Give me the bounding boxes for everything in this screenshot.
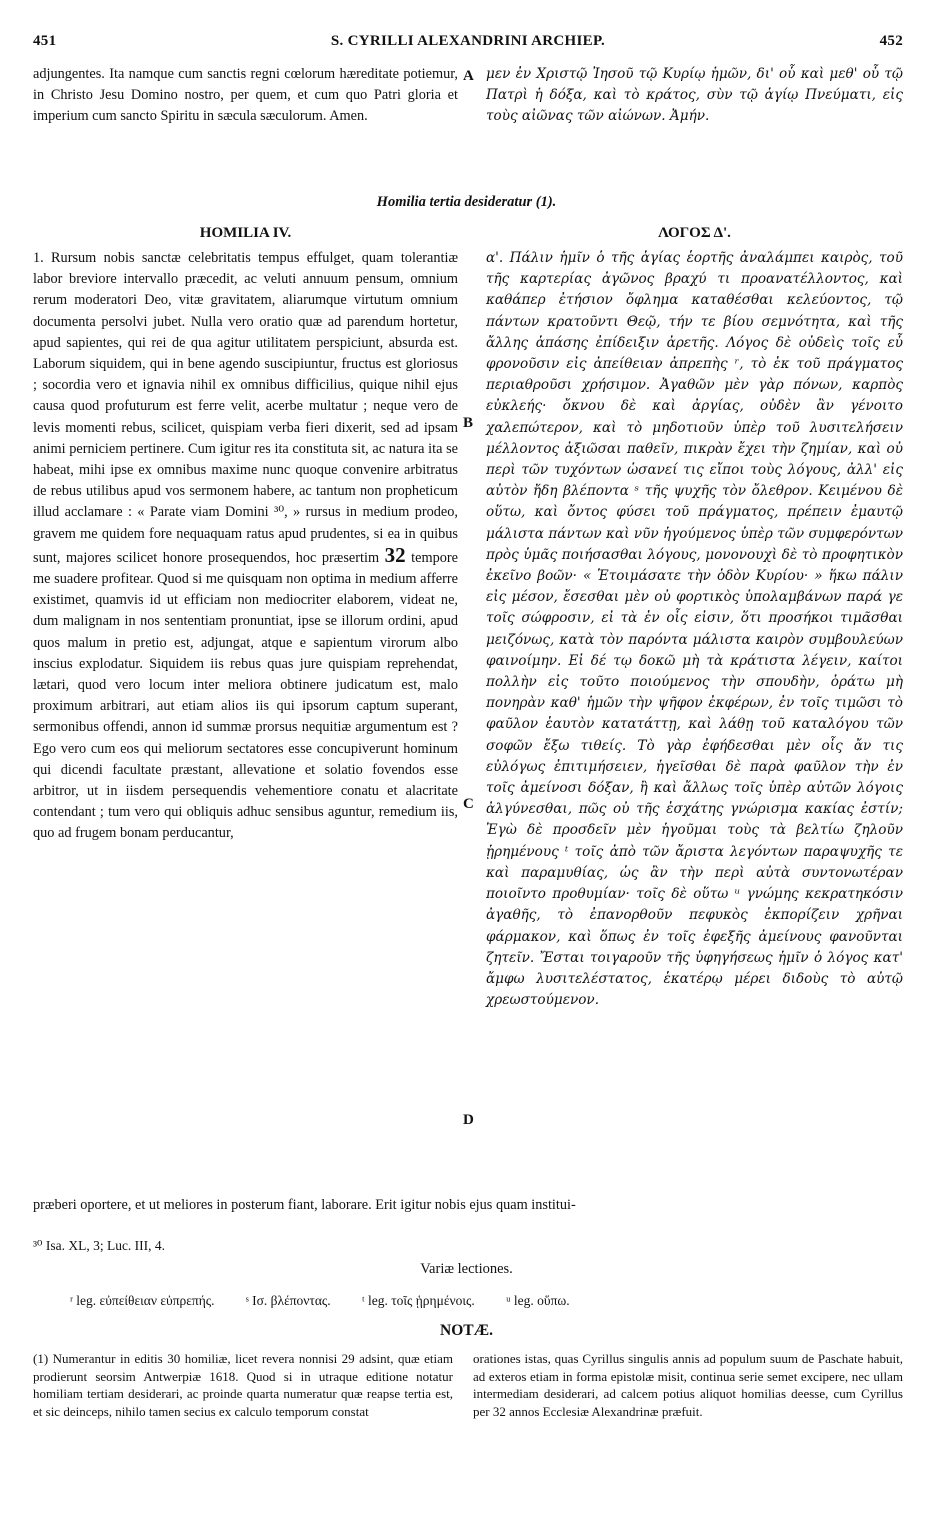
note-right-column: orationes istas, quas Cyrillus singulis annis ad populum suum de Paschate habuit, ad exteros etiam in forma epistolæ misit, continua serie semet excipere, nec ullam intermediam desiderari, ad calcem potius aliquot homilias deesse, cum Cyrillus per 32 annos Ecclesiæ Alexandrinæ præfuit. bbox=[473, 1351, 903, 1419]
running-title: S. CYRILLI ALEXANDRINI ARCHIEP. bbox=[330, 33, 606, 49]
variae-lectiones-list bbox=[70, 1293, 900, 1309]
greek-closing-text: μεν ἐν Χριστῷ Ἰησοῦ τῷ Κυρίῳ ἡμῶν, δι' οὗ καὶ μεθ' οὗ τῷ Πατρὶ ἡ δόξα, καὶ τὸ κράτος, σὺν τῷ ἁγίῳ Πνεύματι, εἰς τοὺς αἰῶνας τῶν αἰώνων. Ἀμήν. bbox=[486, 66, 903, 125]
latin-text-part-2: tempore me suadere profitear. Quod si me quisquam non optima in medium afferre existimet, quamvis id ut efficiam non mediocriter elaborem, videat ne, dum malignam in nos sententiam pronuntiat, ipse se illorum ordini, apud quos malum in pretio est, adjungat, atque e sapientum virorum albo inscius explodatur. Siquidem iis rebus quas jure quispiam reprehendat, lætari, quod vero locum inter meliora obtinere judicatum est, malo proximum arbitrari, aut etiam alios iis qui ipsorum captum superant, sermonibus offendi, annon id summæ prorsus nequitiæ argumentum est ? Ego vero cum eos qui meliorum sectatores esse concupiverunt hominum qui dicendi facultate præstant, allevatione et solatio fovendos esse arbitror, ut in iisdem persequendis vehementiore conatu et alacritate contendant ; tum vero qui obliquis adhuc sensibus aguntur, remedium iis, quo ad frugem bonam perducantur, bbox=[33, 549, 459, 842]
latin-text-part-1: 1. Rursum nobis sanctæ celebritatis tempus effulget, quam tolerantiæ labor breviore intervallo præcedit, ac veluti annuum pensum, omnium rerum moderatori Deo, vitæ gravitatem, aliarumque virtutum omnium documenta persolvi jubet. Nulla vero oratio quæ ad parendum hortetur, apud sapientes, qui rei de qua agitur utilitatem perspiciunt, absurda est. Laborum siquidem, qui in bene agendo suscipiuntur, fructus est gloriosus ; socordia vero et ignavia nihil ex omnibus difficilius, quique nihil ejus causa quod profuturum est ferre velit, acerbe multatur ; neque vero de levis momenti rebus, scilicet, quispiam verba fieri dixerit, sed ad ipsam animi perniciem pertinere. Cum igitur res ita constituta sit, ac natura ita se habeat, mihi ipse ex omnibus maxime nunc quoque convenire arbitratus de rebus utilibus apud vos sermonem habere, ac tantum non propheticum illud acclamare : « Parate viam Domini ³⁰, » rursus in medium prodeo, gravem me quidem fore nequaquam ratus apud prudentes, si ea in quibus sunt, majores scilicet honore prosequendos, hoc præsertim bbox=[33, 250, 458, 566]
page-number-right: 452 bbox=[879, 33, 903, 49]
variae-lectiones-heading: Variæ lectiones. bbox=[420, 1261, 513, 1277]
margin-letter-b: B bbox=[463, 415, 474, 431]
latin-continuation-line: præberi oportere, et ut meliores in posterum fiant, laborare. Erit igitur nobis ejus quam institui- bbox=[33, 1197, 576, 1213]
variant-reading: ᵘ leg. οὕπω. bbox=[506, 1293, 570, 1308]
margin-letter-d: D bbox=[463, 1112, 474, 1128]
running-header bbox=[33, 33, 903, 57]
greek-homily-text: α'. Πάλιν ἡμῖν ὁ τῆς ἁγίας ἑορτῆς ἀναλάμπει καιρὸς, τοῦ τῆς καρτερίας ἀγῶνος βραχύ τι προανατέλλοντος, καὶ καθάπερ ἐτήσιον ὄφλημα καταθέσθαι κελεύοντος, τῷ πάντων κρατοῦντι Θεῷ, τήν τε βίου σεμνότητα, καὶ τῆς ἄλλης ἁπάσης ἐπίδειξιν ἀρετῆς. Λόγος δὲ οὐδεὶς τοῖς εὖ φρονοῦσιν εἰς ἀπείθειαν ἀπρεπὴς ʳ, τὸ ἐκ τοῦ πράγματος περιαθροῦσι χρήσιμον. Ἀγαθῶν μὲν γὰρ πόνων, καρπὸς εὐκλεής· ὄκνου δὲ καὶ ἀργίας, οὐδὲν ἂν γένοιτο χαλεπώτερον, καὶ τὸ μηδοτιοῦν ὑπὲρ τοῦ λυσιτελήσειν μέλλοντος ἀξιῶσαι παθεῖν, πικρὰν ἔχει τὴν ζημίαν, καὶ οὐ περὶ τῶν τυχόντων ὡσανεί τις εἴποι τοὺς λόγους, ἀλλ' εἰς αὐτὸν ἤδη βλέποντα ˢ τῆς ψυχῆς τὸν ὄλεθρον. Κειμένου δὲ οὕτω, καὶ ὄντος φύσει τοῦ πράγματος, πρέπειν ἐμαυτῷ μάλιστα πάντων καὶ νῦν ἡγούμενος ὑπὲρ τῶν συμφερόντων πρὸς ὑμᾶς ποιήσασθαι λόγους, μονονουχὶ δὲ τὸ προφητικὸν ἐκεῖνο βοῶν· « Ἑτοιμάσατε τὴν ὁδὸν Κυρίου· » ἥκω πάλιν εἰς μέσον, ἔσεσθαι μὲν οὐ φορτικὸς ὑπολαμβάνων παρά γε τοῖς σώφροσιν, εἰ τὰ ἐν οἷς εἰσιν, ὅτι προσήκοι τιμᾶσθαι μειζόνως, κατὰ τὸν παρόντα μάλιστα καιρὸν συμβουλεύων φαινοίμην. Εἰ δέ τῳ δοκῶ μὴ τὰ κράτιστα λέγειν, καίτοι πολλὴν εἰς τοῦτο ποιούμενος τὴν σπουδὴν, ὁράτω μὴ πονηρὰν καθ' ἡμῶν τὴν ψῆφον ἐκφέρων, ἐν τοῖς τιμῶσι τὸ φαῦλον ἑαυτὸν κατατάττῃ, καὶ λάθῃ τοῦ καταλόγου τῶν σοφῶν ἔξω τιθείς. Τὸ γὰρ ἐφήδεσθαι μὲν οἷς ἄν τις εὐλόγως ἐπιτιμήσειεν, ἡγεῖσθαι δὲ παρὰ φαῦλον τὴν ἐν τοῖς ἀμείνοσι δόξαν, ἢ καὶ ἄλλως τοῖς ὑπὲρ αὐτῶν λόγοις ἀλγύνεσθαι, πῶς οὐ τῆς ἐσχάτης γνώρισμα κακίας ἐστίν; Ἐγὼ δὲ προσδεῖν μὲν ἡγοῦμαι τοὺς τὰ βελτίω ζηλοῦν ᾑρημένους ᵗ τοῖς ἀπὸ τῶν ἄριστα λεγόντων παραψυχῆς τε καὶ παραμυθίας, ὡς ἂν τὴν περὶ αὐτὰ συντονωτέραν ποιοῖντο προθυμίαν· τοῖς δὲ οὕτω ᵘ γνώμης κεκρατηκόσιν ἀγαθῆς, τὸ ἐπανορθοῦν πεφυκὸς ἐκπορίζειν χρῆναι φάρμακον, καὶ ὅπως ἐν τοῖς ἐφεξῆς ἀμείνους φανοῦνται ζητεῖν. Ἔσται τοιγαροῦν τῆς ὑφηγήσεως ἡμῖν ὁ λόγος κατ' ἄμφω λυσιτελέστατος, ἑκατέρῳ μέρει διδοὺς τὸ αὐτῷ χρεωστούμενον. bbox=[486, 250, 903, 1009]
edition-page-number: 32 bbox=[384, 542, 406, 567]
variant-reading: ᵗ leg. τοῖς ᾑρημένοις. bbox=[362, 1293, 475, 1308]
latin-homily-title: HOMILIA IV. bbox=[199, 225, 292, 241]
latin-homily-text bbox=[33, 248, 458, 845]
variant-reading: ˢ Ισ. βλέποντας. bbox=[245, 1293, 331, 1308]
note-left-column: (1) Numerantur in editis 30 homiliæ, licet revera nonnisi 29 adsint, quæ etiam prodierunt seorsim Antwerpiæ 1618. Quod si in utraque editione notatur homiliam tertiam desiderari, ac proinde quarta numeratur quæ reapse tertia est, et sic deinceps, nihilo tamen secius ex calculo temporum constat bbox=[33, 1351, 453, 1419]
notae-heading: NOTÆ. bbox=[440, 1322, 493, 1339]
desideratur-note: Homilia tertia desideratur (1). bbox=[376, 194, 557, 210]
margin-letter-c: C bbox=[463, 796, 474, 812]
greek-homily-title: ΛΟΓΟΣ Δ'. bbox=[658, 225, 731, 241]
scripture-footnote: ³⁰ Isa. XL, 3; Luc. III, 4. bbox=[33, 1238, 166, 1253]
latin-closing-text: adjungentes. Ita namque cum sanctis regni cœlorum hæreditate potiemur, in Christo Jesu Domino nostro, per quem, et cum quo Patri gloria et imperium cum sancto Spiritu in sæcula sæculorum. Amen. bbox=[33, 66, 458, 125]
margin-letter-a: A bbox=[463, 68, 474, 84]
page-number-left: 451 bbox=[33, 33, 57, 49]
variant-reading: ʳ leg. εὐπείθειαν εὐπρεπής. bbox=[70, 1293, 215, 1308]
